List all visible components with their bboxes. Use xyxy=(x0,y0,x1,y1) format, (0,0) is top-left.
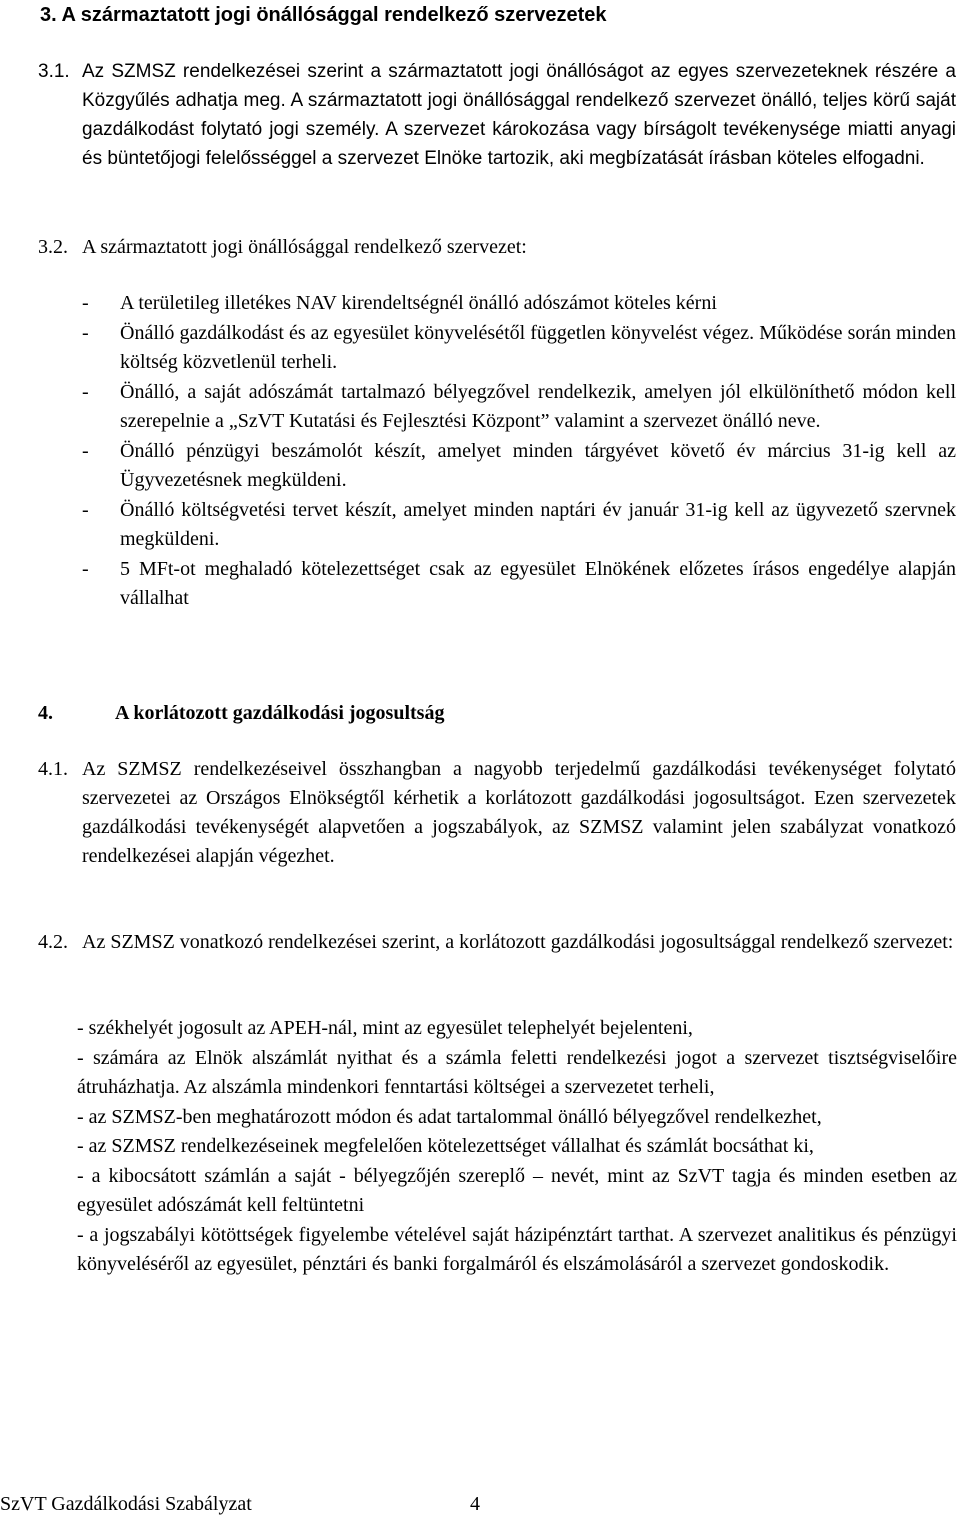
list-item-text: Önálló, a saját adószámát tartalmazó bélyegzővel rendelkezik, amelyen jól elkülöníthető módon kell szerepelnie a „SzVT Kutatási és Fejlesztési Központ” valamint a szervezet önálló neve. xyxy=(120,380,956,432)
paragraph-4-2-text: Az SZMSZ vonatkozó rendelkezései szerint, a korlátozott gazdálkodási jogosultsággal rendelkező szervezet: xyxy=(82,931,954,953)
list-dash: - xyxy=(82,498,89,521)
paragraph-3-1-text: Az SZMSZ rendelkezései szerint a származtatott jogi önállóságot az egyes szervezeteknek részére a Közgyűlés adhatja meg. A származtatott jogi önállósággal rendelkező szervezet önálló, teljes körű saját gazdálkodást folytató jogi személy. A szervezet károkozása vagy bírságolt tevékenysége miatti anyagi és büntetőjogi felelősséggel a szervezet Elnöke tartozik, aki megbízatását írásban köteles elfogadni. xyxy=(82,61,956,169)
list-dash: - xyxy=(82,292,89,314)
section-3-list xyxy=(82,289,956,614)
list-item xyxy=(82,496,956,555)
section-4-heading-number: 4. xyxy=(38,702,53,724)
section-4-list xyxy=(77,1014,957,1280)
list-item xyxy=(82,378,956,437)
paragraph-3-1-number: 3.1. xyxy=(38,61,70,82)
list-dash: - xyxy=(82,557,89,580)
footer-page-number: 4 xyxy=(470,1493,480,1515)
list-item-text: 5 MFt-ot meghaladó kötelezettséget csak az egyesület Elnökének előzetes írásos engedélye alapján vállalhat xyxy=(120,557,956,609)
paragraph-4-1-text: Az SZMSZ rendelkezéseivel összhangban a nagyobb terjedelmű gazdálkodási tevékenységet folytató szervezetei az Országos Elnökségtől kérhetik a korlátozott gazdálkodási jogosultságot. Ezen szervezetek gazdálkodási tevékenységét alapvetően a jogszabályok, az SZMSZ valamint jelen szabályzat vonatkozó rendelkezései alapján végezhet. xyxy=(82,758,956,867)
list-item: - az SZMSZ rendelkezéseinek megfelelően kötelezettséget vállalhat és számlát bocsáthat ki, xyxy=(77,1135,814,1157)
section-3-heading: 3. A származtatott jogi önállósággal rendelkező szervezetek xyxy=(40,4,607,26)
list-item: - számára az Elnök alszámlát nyithat és a számla feletti rendelkezési jogot a szervezet tisztségviselőire átruházhatja. Az alszámla mindenkori fenntartási költségei a szervezetet terheli, xyxy=(77,1046,957,1098)
list-item xyxy=(82,555,956,614)
list-item: - a kibocsátott számlán a saját - bélyegzőjén szereplő – nevét, mint az SzVT tagja és minden esetben az egyesület adószámát kell feltüntetni xyxy=(77,1164,957,1216)
list-dash: - xyxy=(82,321,89,344)
list-item xyxy=(82,319,956,378)
paragraph-4-1-number: 4.1. xyxy=(38,758,68,780)
list-item-text: Önálló pénzügyi beszámolót készít, amelyet minden tárgyévet követő év március 31-ig kell az Ügyvezetésnek megküldeni. xyxy=(120,439,956,491)
list-item-text: Önálló költségvetési tervet készít, amelyet minden naptári év január 31-ig kell az ügyvezető szervnek megküldeni. xyxy=(120,498,956,550)
paragraph-3-2-number: 3.2. xyxy=(38,236,68,258)
list-item: - az SZMSZ-ben meghatározott módon és adat tartalommal önálló bélyegzővel rendelkezhet, xyxy=(77,1105,822,1128)
list-item-text: Önálló gazdálkodást és az egyesület könyvelésétől független könyvelést végez. Működése során minden költség közvetlenül terheli. xyxy=(120,321,956,373)
footer-title: SzVT Gazdálkodási Szabályzat xyxy=(0,1493,252,1515)
paragraph-3-2-text: A származtatott jogi önállósággal rendelkező szervezet: xyxy=(82,236,527,258)
list-item xyxy=(82,289,956,319)
paragraph-4-2-number: 4.2. xyxy=(38,931,68,953)
list-item: - a jogszabályi kötöttségek figyelembe vételével saját házipénztárt tarthat. A szervezet analitikus és pénzügyi könyveléséről az egyesület, pénztári és banki forgalmáról és elszámolásáról a szervezet gondoskodik. xyxy=(77,1223,957,1275)
section-4-heading: A korlátozott gazdálkodási jogosultság xyxy=(115,702,445,724)
list-item xyxy=(82,437,956,496)
list-item-text: A területileg illetékes NAV kirendeltségnél önálló adószámot köteles kérni xyxy=(120,292,717,314)
list-dash: - xyxy=(82,380,89,403)
list-dash: - xyxy=(82,439,89,462)
list-item: - székhelyét jogosult az APEH-nál, mint az egyesület telephelyét bejelenteni, xyxy=(77,1017,693,1039)
